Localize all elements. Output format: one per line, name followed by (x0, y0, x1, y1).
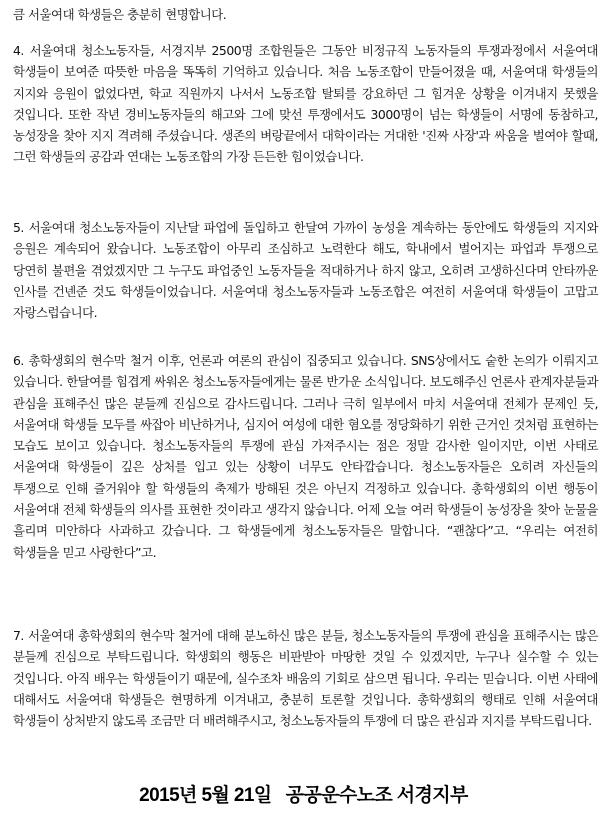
lead-line: 큼 서울여대 학생들은 충분히 현명합니다. (13, 7, 227, 22)
paragraph-6: 6. 총학생회의 현수막 철거 이후, 언론과 여론의 관심이 집중되고 있습니다. SNS상에서도 숱한 논의가 이뤄지고 있습니다. 한달여를 힘겹게 싸워온 청소노동자들에게는 물론 반가운 소식입니다. 보도해주신 언론사 관계자분들과 관심을 표해주신 많은 분들께 진심으로 감사드립니다. 그러나 극히 일부에서 마치 서울여대 전체가 문제인 듯, 서울여대 학생들 모두를 싸잡아 비난하거나, 심지어 여성에 대한 혐오를 정당화하기 위한 근거인 것처럼 표현하는 모습도 보이고 있습니다. 청소노동자들의 투쟁에 관심 가져주시는 점은 정말 감사한 일이지만, 이번 사태로 서울여대 학생들이 깊은 상처를 입고 있는 상황이 너무도 안타깝습니다. 청소노동자들은 오히려 자신들의 투쟁으로 인해 즐거워야 할 학생들의 축제가 방해된 것은 아닌지 걱정하고 있습니다. 총학생회의 이번 행동이 서울여대 전체 학생들의 의사를 표현한 것이라고 생각지 않습니다. 어제 오늘 여러 학생들이 농성장을 찾아 눈물을 흘리며 미안하다 사과하고 갔습니다. 그 학생들에게 청소노동자들은 말합니다. “괜찮다”고. “우리는 여전히 학생들을 믿고 사랑한다”고. (13, 353, 598, 560)
signature-line: 2015년 5월 21일 공공운수노조 서경지부 (139, 785, 468, 806)
paragraph-5: 5. 서울여대 청소노동자들이 지난달 파업에 돌입하고 한달여 가까이 농성을 계속하는 동안에도 학생들의 지지와 응원은 계속되어 왔습니다. 노동조합이 아무리 조심하고 노력한다 해도, 학내에서 벌어지는 파업과 투쟁으로 당연히 불편을 겪었겠지만 그 누구도 파업중인 노동자들을 적대하거나 하지 않고, 오히려 고생하신다며 안타까운 인사를 건넨준 것도 학생들이었습니다. 서울여대 청소노동자들과 노동조합은 여전히 서울여대 학생들이 고맙고 자랑스럽습니다. (13, 220, 598, 321)
paragraph-7: 7. 서울여대 총학생회의 현수막 철거에 대해 분노하신 많은 분들, 청소노동자들의 투쟁에 관심을 표해주시는 많은 분들께 진심으로 부탁드립니다. 학생회의 행동은 비판받아 마땅한 것일 수 있겠지만, 누구나 실수할 수 있는 것입니다. 아직 배우는 학생들이기 때문에, 실수조차 배움의 기회로 삼으면 됩니다. 우리는 믿습니다. 이번 사태에 대해서도 서울여대 학생들은 현명하게 이겨내고, 충분히 토론할 것입니다. 총학생회의 행태로 인해 서울여대 학생들이 상처받지 않도록 조금만 더 배려해주시고, 청소노동자들의 투쟁에 더 많은 관심과 지지를 부탁드립니다. (13, 628, 598, 729)
paragraph-4: 4. 서울여대 청소노동자들, 서경지부 2500명 조합원들은 그동안 비정규직 노동자들의 투쟁과정에서 서울여대 학생들이 보여준 따뜻한 마음을 똑똑히 기억하고 있습니다. 처음 노동조합이 만들어졌을 때, 서울여대 학생들의 지지와 응원이 없었다면, 학교 직원까지 나서서 노동조합 탈퇴를 강요하던 그 힘겨운 상황을 이겨내지 못했을 것입니다. 또한 작년 경비노동자들의 해고와 그에 맞선 투쟁에서도 3000명이 넘는 학생들이 서명에 동참하고, 농성장을 찾아 지지 격려해 주셨습니다. 생존의 벼랑끝에서 대학이라는 거대한 '진짜 사장'과 싸움을 벌여야 할때, 그런 학생들의 공감과 연대는 노동조합의 가장 든든한 힘이었습니다. (13, 43, 598, 165)
